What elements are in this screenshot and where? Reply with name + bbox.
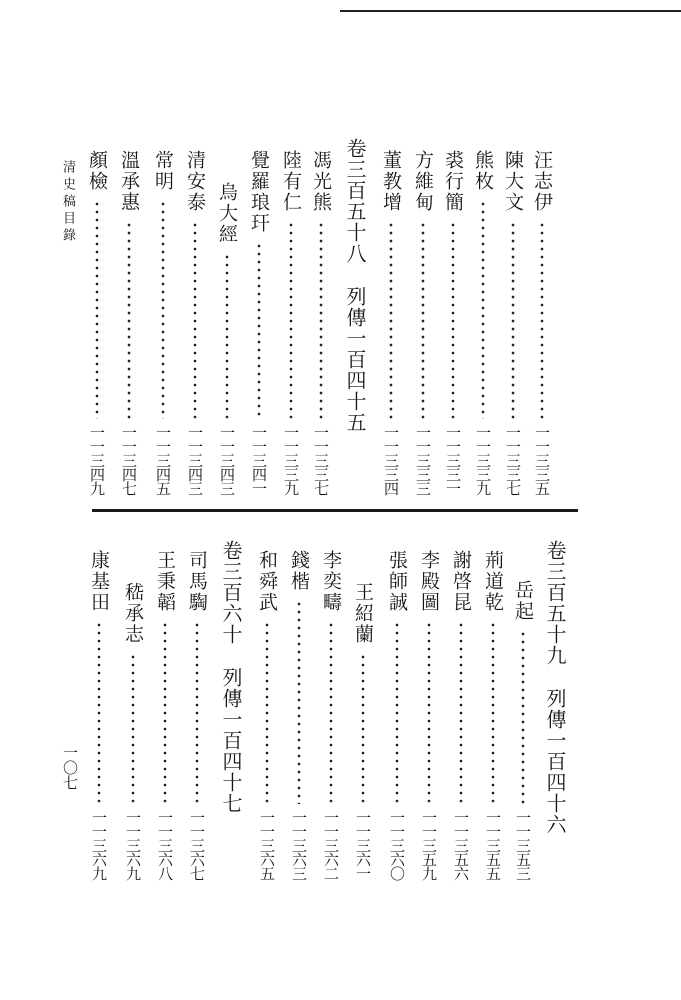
entry-page: 一一三四七 xyxy=(120,425,138,495)
entry-page: 一一三三一 xyxy=(444,425,462,495)
dot-leader xyxy=(193,221,197,419)
dot-leader xyxy=(225,253,229,419)
toc-entry xyxy=(217,182,236,495)
dot-leader xyxy=(319,221,323,419)
entry-name: 岳起 xyxy=(512,580,534,622)
entry-name: 顏檢 xyxy=(86,150,108,192)
entry-page: 一一三五三 xyxy=(514,810,532,880)
dot-leader xyxy=(289,221,293,419)
entry-page: 一一三三七 xyxy=(312,425,330,495)
entry-name: 王紹蘭 xyxy=(352,582,374,645)
entry-page: 一一三三五 xyxy=(533,425,551,495)
entry-name: 馮光熊 xyxy=(310,150,332,213)
dot-leader xyxy=(329,621,333,804)
side-title: 清史稿目錄 xyxy=(60,160,75,245)
toc-entry xyxy=(483,550,502,880)
toc-entry xyxy=(413,150,432,495)
entry-name: 方維甸 xyxy=(412,150,434,213)
toc-entry xyxy=(249,150,268,495)
entry-name: 烏大經 xyxy=(216,182,238,245)
toc-entry xyxy=(513,580,532,880)
dot-leader xyxy=(540,221,544,419)
liezhuan-label: 列傳一百四十六 xyxy=(543,688,567,835)
entry-page: 一一三五五 xyxy=(484,810,502,880)
dot-leader xyxy=(511,221,515,419)
dot-leader xyxy=(257,242,261,419)
entry-page: 一一三五九 xyxy=(420,810,438,880)
entry-page: 一一三四五 xyxy=(154,425,172,495)
entry-page: 一一三六九 xyxy=(124,810,142,880)
toc-entry xyxy=(503,150,522,495)
toc-entry xyxy=(353,582,372,880)
dot-leader xyxy=(97,621,101,804)
dot-leader xyxy=(427,621,431,804)
dot-leader xyxy=(395,621,399,804)
entry-page: 一一三三九 xyxy=(474,425,492,495)
entry-name: 覺羅琅玕 xyxy=(248,150,270,234)
top-rule xyxy=(340,10,681,12)
juan-heading xyxy=(221,540,241,814)
entry-page: 一一三四三 xyxy=(186,425,204,495)
entry-name: 荊道乾 xyxy=(482,550,504,613)
dot-leader xyxy=(163,621,167,804)
entry-page: 一一三四九 xyxy=(88,425,106,495)
entry-page: 一一三六七 xyxy=(188,810,206,880)
entry-page: 一一三四一 xyxy=(250,425,268,495)
toc-entry xyxy=(119,150,138,495)
toc-entry xyxy=(381,150,400,495)
entry-name: 嵇承志 xyxy=(122,582,144,645)
entry-page: 一一三五六 xyxy=(452,810,470,880)
entry-name: 錢楷 xyxy=(288,550,310,592)
toc-entry xyxy=(89,550,108,880)
entry-page: 一一三六一 xyxy=(354,810,372,880)
entry-page: 一一三三四 xyxy=(382,425,400,495)
entry-page: 一一三三九 xyxy=(282,425,300,495)
liezhuan-label: 列傳一百四十七 xyxy=(219,667,243,814)
entry-name: 裘行簡 xyxy=(442,150,464,213)
toc-entry xyxy=(185,150,204,495)
toc-entry xyxy=(321,550,340,880)
entry-page: 一一三六〇 xyxy=(388,810,406,880)
dot-leader xyxy=(459,621,463,804)
toc-entry xyxy=(289,550,308,880)
entry-page: 一一三六五 xyxy=(258,810,276,880)
entry-page: 一一三六三 xyxy=(290,810,308,880)
dot-leader xyxy=(521,630,525,804)
dot-leader xyxy=(361,653,365,804)
entry-page: 一一三六二 xyxy=(322,810,340,880)
entry-name: 張師誠 xyxy=(386,550,408,613)
entry-page: 一一三三三 xyxy=(414,425,432,495)
dot-leader xyxy=(297,600,301,804)
entry-name: 李殿圖 xyxy=(418,550,440,613)
entry-name: 汪志伊 xyxy=(531,150,553,213)
dot-leader xyxy=(265,621,269,804)
juan-heading xyxy=(345,138,365,433)
dot-leader xyxy=(131,653,135,804)
entry-page: 一一三六八 xyxy=(156,810,174,880)
entry-name: 謝啓昆 xyxy=(450,550,472,613)
toc-entry xyxy=(387,550,406,880)
entry-name: 司馬騊 xyxy=(186,550,208,613)
toc-entry xyxy=(153,150,172,495)
entry-name: 陳大文 xyxy=(502,150,524,213)
entry-name: 董教增 xyxy=(380,150,402,213)
section-divider xyxy=(92,509,578,512)
toc-entry xyxy=(419,550,438,880)
toc-entry xyxy=(87,150,106,495)
entry-page: 一一三四三 xyxy=(218,425,236,495)
entry-name: 康基田 xyxy=(88,550,110,613)
entry-name: 陸有仁 xyxy=(280,150,302,213)
entry-name: 常明 xyxy=(152,150,174,192)
toc-entry xyxy=(281,150,300,495)
entry-name: 李奕疇 xyxy=(320,550,342,613)
toc-entry xyxy=(123,582,142,880)
dot-leader xyxy=(491,621,495,804)
toc-entry xyxy=(187,550,206,880)
entry-page: 一一三六九 xyxy=(90,810,108,880)
dot-leader xyxy=(481,200,485,419)
toc-entry xyxy=(155,550,174,880)
entry-page: 一一三三七 xyxy=(504,425,522,495)
toc-entry xyxy=(451,550,470,880)
entry-name: 清安泰 xyxy=(184,150,206,213)
dot-leader xyxy=(195,621,199,804)
toc-entry xyxy=(311,150,330,495)
entry-name: 溫承惠 xyxy=(118,150,140,213)
entry-name: 熊枚 xyxy=(472,150,494,192)
toc-entry xyxy=(257,550,276,880)
dot-leader xyxy=(127,221,131,419)
toc-entry xyxy=(473,150,492,495)
entry-name: 和舜武 xyxy=(256,550,278,613)
page-number: 一〇七 xyxy=(61,745,79,790)
entry-name: 王秉韜 xyxy=(154,550,176,613)
dot-leader xyxy=(95,200,99,419)
dot-leader xyxy=(389,221,393,419)
juan-label: 卷三百五十九 xyxy=(543,540,567,666)
toc-entry xyxy=(532,150,551,495)
dot-leader xyxy=(161,200,165,419)
dot-leader xyxy=(421,221,425,419)
liezhuan-label: 列傳一百四十五 xyxy=(343,286,367,433)
juan-label: 卷三百六十 xyxy=(219,540,243,645)
dot-leader xyxy=(451,221,455,419)
toc-entry xyxy=(443,150,462,495)
juan-label: 卷三百五十八 xyxy=(343,138,367,264)
juan-heading xyxy=(545,540,565,835)
